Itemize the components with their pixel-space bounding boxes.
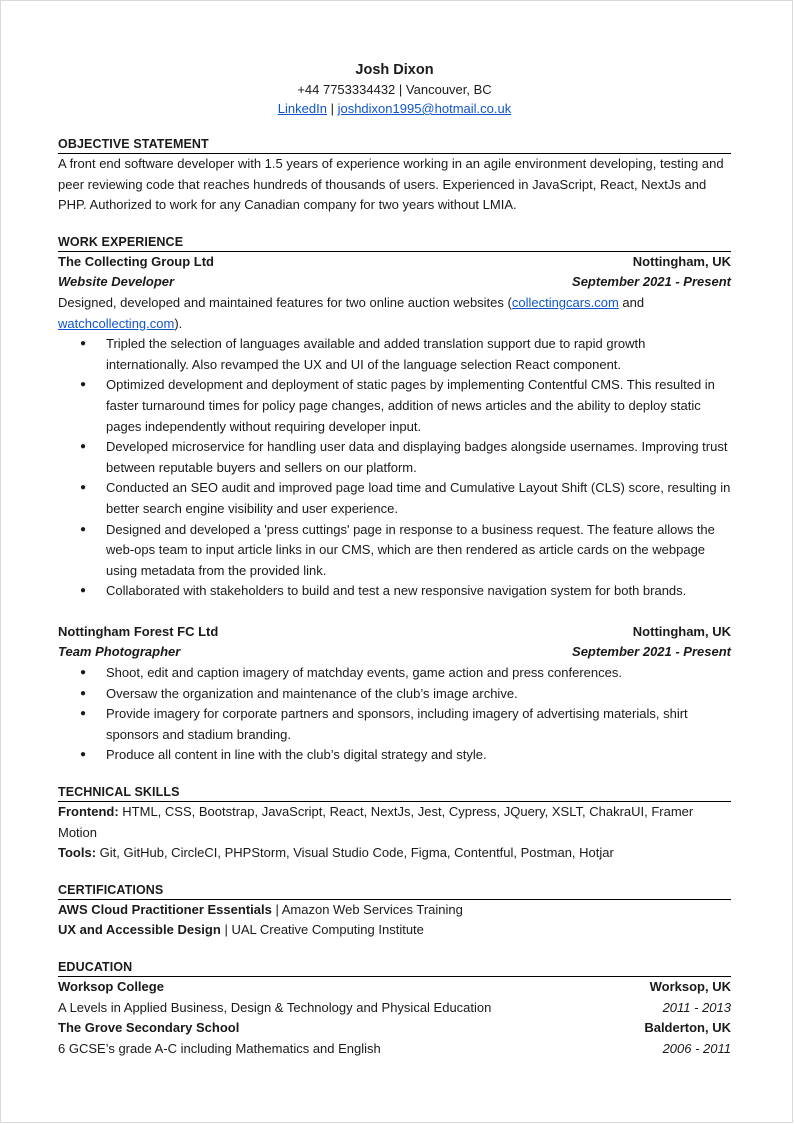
technical-skills-heading: TECHNICAL SKILLS xyxy=(58,783,731,802)
school-dates: 2006 - 2011 xyxy=(662,1040,731,1056)
certification-name: AWS Cloud Practitioner Essentials xyxy=(58,901,272,917)
company-name: The Collecting Group Ltd xyxy=(58,253,214,269)
education-entry xyxy=(58,1018,731,1059)
job-bullet: ● Tripled the selection of languages available and added translation support due to rapid growth internationally. Also revamped the UX and UI of the language selection React component. xyxy=(58,334,731,375)
job-location: Nottingham, UK xyxy=(632,623,731,639)
job-bullet: ● Produce all content in line with the club’s digital strategy and style. xyxy=(58,745,731,766)
certification-issuer: Amazon Web Services Training xyxy=(281,901,463,917)
school-header-row xyxy=(58,1018,731,1039)
frontend-label: Frontend: xyxy=(58,804,119,820)
spacer xyxy=(58,602,731,622)
school-location: Balderton, UK xyxy=(644,1020,731,1036)
job-bullet: ● Shoot, edit and caption imagery of matchday events, game action and press conferences. xyxy=(58,663,731,684)
resume-header xyxy=(58,60,731,118)
certification-item xyxy=(58,900,731,921)
frontend-skills xyxy=(58,802,731,843)
certification-separator: | xyxy=(224,922,228,938)
job-bullet: ● Conducted an SEO audit and improved page load time and Cumulative Layout Shift (CLS) score, resulting in better search engine visibility and user experience. xyxy=(58,478,731,519)
job-bullet-list xyxy=(58,334,731,602)
education-heading: EDUCATION xyxy=(58,958,731,977)
frontend-list: HTML, CSS, Bootstrap, JavaScript, React, NextJs, Jest, Cypress, JQuery, XSLT, ChakraUI, Framer Motion xyxy=(58,804,694,840)
links-separator: | xyxy=(330,101,334,116)
school-detail-row xyxy=(58,1039,731,1060)
objective-heading: OBJECTIVE STATEMENT xyxy=(58,135,731,154)
school-location: Worksop, UK xyxy=(649,979,731,994)
tools-list: Git, GitHub, CircleCI, PHPStorm, Visual Studio Code, Figma, Contentful, Postman, Hotjar xyxy=(99,845,614,861)
job-location: Nottingham, UK xyxy=(632,253,731,269)
job-summary-and: and xyxy=(618,294,645,310)
job-summary xyxy=(58,293,731,334)
job-entry xyxy=(58,622,731,766)
job-role-row xyxy=(58,642,731,663)
job-header-row xyxy=(58,622,731,643)
job-dates: September 2021 - Present xyxy=(572,274,731,290)
job-bullet: ● Optimized development and deployment of static pages by implementing Contentful CMS. This resulted in faster turnaround times for policy page changes, addition of news articles and the ability to deploy static pages independently without requiring developer input. xyxy=(58,375,731,437)
job-dates: September 2021 - Present xyxy=(572,644,731,660)
school-dates: 2011 - 2013 xyxy=(662,999,731,1015)
company-name: Nottingham Forest FC Ltd xyxy=(58,623,219,639)
job-bullet: ● Collaborated with stakeholders to build and test a new responsive navigation system for both brands. xyxy=(58,581,731,602)
school-detail-row xyxy=(58,998,731,1019)
resume-content xyxy=(58,60,731,1059)
job-role: Website Developer xyxy=(58,274,175,290)
school-detail: 6 GCSE’s grade A-C including Mathematics and English xyxy=(58,1040,381,1056)
school-detail: A Levels in Applied Business, Design & Technology and Physical Education xyxy=(58,999,492,1015)
work-experience-heading: WORK EXPERIENCE xyxy=(58,233,731,252)
school-header-row xyxy=(58,977,731,998)
job-role-row xyxy=(58,272,731,293)
education-entry xyxy=(58,977,731,1018)
certification-separator: | xyxy=(275,901,279,917)
school-name: The Grove Secondary School xyxy=(58,1020,240,1036)
job-bullet: ● Designed and developed a 'press cuttings' page in response to a business request. The feature allows the web-ops team to input article links in our CMS, which are then rendered as article cards on the webpage using metadata from the provided link. xyxy=(58,520,731,582)
job-summary-end: ). xyxy=(174,315,183,331)
certifications-heading: CERTIFICATIONS xyxy=(58,881,731,900)
tools-skills xyxy=(58,843,731,864)
tools-label: Tools: xyxy=(58,845,97,861)
linkedin-link[interactable]: LinkedIn xyxy=(277,101,327,116)
job-bullet-list xyxy=(58,663,731,766)
watchcollecting-link[interactable]: watchcollecting.com xyxy=(58,315,175,331)
job-role: Team Photographer xyxy=(58,644,181,660)
location: Vancouver, BC xyxy=(405,82,492,97)
job-header-row xyxy=(58,252,731,273)
collectingcars-link[interactable]: collectingcars.com xyxy=(511,294,619,310)
links-line xyxy=(58,99,731,118)
job-bullet: ● Oversaw the organization and maintenance of the club’s image archive. xyxy=(58,684,731,705)
phone-number: +44 7753334432 xyxy=(297,82,396,97)
job-summary-text: Designed, developed and maintained features for two online auction websites ( xyxy=(58,294,512,310)
contact-line xyxy=(58,80,731,99)
job-entry xyxy=(58,252,731,602)
school-name: Worksop College xyxy=(58,979,164,994)
candidate-name: Josh Dixon xyxy=(355,62,434,78)
job-bullet: ● Developed microservice for handling user data and displaying badges alongside usernames. Improving trust between reputable buyers and sellers on our platform. xyxy=(58,437,731,478)
certification-item xyxy=(58,920,731,941)
objective-text: A front end software developer with 1.5 years of experience working in an agile environment developing, testing and peer reviewing code that reaches hundreds of thousands of users. Experienced in JavaScript, React, NextJs and PHP. Authorized to work for any Canadian company for two years without LMIA. xyxy=(58,156,724,213)
job-bullet: ● Provide imagery for corporate partners and sponsors, including imagery of advertising materials, shirt sponsors and stadium branding. xyxy=(58,704,731,745)
contact-separator: | xyxy=(398,82,403,97)
certification-name: UX and Accessible Design xyxy=(58,922,221,938)
certification-issuer: UAL Creative Computing Institute xyxy=(231,922,424,938)
email-link[interactable]: joshdixon1995@hotmail.co.uk xyxy=(337,101,512,116)
